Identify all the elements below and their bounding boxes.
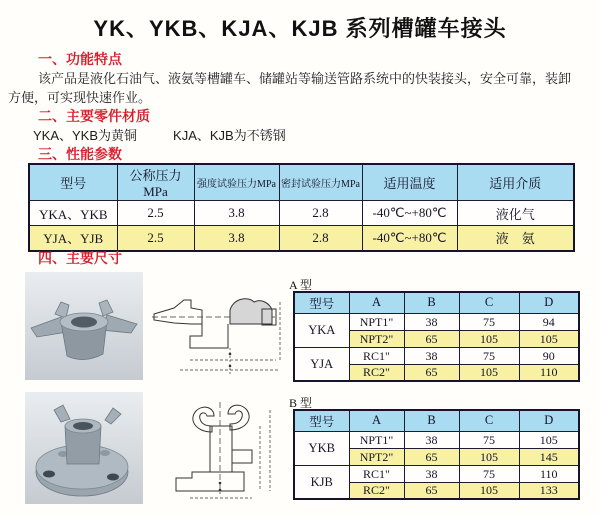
cell-b: 65	[404, 330, 459, 347]
col-header-d: D	[519, 410, 579, 431]
materials-brass: YKA、YKB为黄铜	[33, 128, 138, 143]
cell-c: 75	[459, 347, 519, 364]
cell-medium: 液 氨	[457, 226, 574, 251]
type-b-label: B 型	[289, 396, 313, 410]
cell-nominal: 2.5	[117, 226, 194, 251]
cell-thread: NPT1"	[349, 431, 404, 448]
col-header-a: A	[349, 410, 404, 431]
col-header-temperature: 适用温度	[362, 164, 457, 201]
cell-nominal: 2.5	[117, 201, 194, 226]
col-header-seal-test: 密封试验压力MPa	[279, 164, 362, 201]
cell-b: 38	[404, 431, 459, 448]
cell-strength: 3.8	[194, 201, 279, 226]
section-heading-materials: 二、主要零件材质	[38, 108, 150, 124]
col-header-d: D	[519, 292, 579, 313]
cell-c: 105	[459, 482, 519, 499]
dim-a-row	[294, 347, 579, 364]
cell-thread: RC1"	[349, 347, 404, 364]
dimension-table-type-b	[293, 409, 580, 500]
col-header-model: 型号	[294, 292, 349, 313]
col-header-a: A	[349, 292, 404, 313]
cell-b: 38	[404, 313, 459, 330]
dim-b-header-row	[294, 410, 579, 431]
cell-model: YKA、YKB	[29, 201, 117, 226]
features-text-line2: 方便，可实现快速作业。	[8, 90, 152, 105]
cell-c: 105	[459, 330, 519, 347]
performance-header-row	[29, 164, 574, 201]
cell-c: 75	[459, 313, 519, 330]
section-drawing-type-b	[160, 398, 285, 503]
dimension-table-type-a	[293, 291, 580, 382]
col-header-model: 型号	[294, 410, 349, 431]
cell-temperature: -40℃~+80℃	[362, 226, 457, 251]
cell-model: YKB	[294, 431, 349, 465]
page-title: YK、YKB、KJA、KJB 系列槽罐车接头	[93, 16, 507, 41]
cell-thread: RC2"	[349, 482, 404, 499]
cell-c: 75	[459, 431, 519, 448]
col-header-c: C	[459, 410, 519, 431]
performance-table	[28, 163, 575, 252]
cell-thread: NPT2"	[349, 330, 404, 347]
cell-seal: 2.8	[279, 226, 362, 251]
cell-c: 75	[459, 465, 519, 482]
cell-d: 110	[519, 465, 579, 482]
coupling-photo-type-a	[25, 272, 143, 380]
dim-a-row	[294, 313, 579, 330]
cell-thread: NPT2"	[349, 448, 404, 465]
cell-d: 133	[519, 482, 579, 499]
coupling-photo-type-b	[25, 392, 143, 504]
col-header-model: 型号	[29, 164, 117, 201]
section-heading-features: 一、功能特点	[38, 51, 122, 67]
materials-stainless: KJA、KJB为不锈钢	[173, 128, 286, 143]
cell-d: 105	[519, 431, 579, 448]
section-heading-performance: 三、性能参数	[38, 146, 122, 162]
section-heading-dimensions: 四、主要尺寸	[38, 250, 122, 266]
cell-d: 94	[519, 313, 579, 330]
performance-row-yja-yjb	[29, 226, 574, 251]
cell-model: KJB	[294, 465, 349, 499]
cell-d: 90	[519, 347, 579, 364]
dim-b-row	[294, 465, 579, 482]
cell-b: 38	[404, 347, 459, 364]
dim-a-header-row	[294, 292, 579, 313]
cell-d: 145	[519, 448, 579, 465]
section-drawing-type-a	[150, 282, 285, 382]
cell-d: 110	[519, 364, 579, 381]
cell-seal: 2.8	[279, 201, 362, 226]
type-a-label: A 型	[289, 278, 313, 292]
cell-thread: RC1"	[349, 465, 404, 482]
col-header-nominal-pressure: 公称压力 MPa	[117, 164, 194, 201]
dim-b-row	[294, 431, 579, 448]
cell-temperature: -40℃~+80℃	[362, 201, 457, 226]
cell-medium: 液化气	[457, 201, 574, 226]
col-header-c: C	[459, 292, 519, 313]
cell-strength: 3.8	[194, 226, 279, 251]
cell-c: 105	[459, 448, 519, 465]
features-text-line1: 该产品是液化石油气、液氨等槽罐车、储罐站等输送管路系统中的快装接头，安全可靠，装卸	[38, 71, 572, 86]
cell-model: YJA	[294, 347, 349, 381]
col-header-strength-test: 强度试验压力MPa	[194, 164, 279, 201]
cell-thread: RC2"	[349, 364, 404, 381]
performance-row-yka-ykb	[29, 201, 574, 226]
cell-c: 105	[459, 364, 519, 381]
cell-b: 38	[404, 465, 459, 482]
cell-b: 65	[404, 482, 459, 499]
col-header-b: B	[404, 410, 459, 431]
col-header-b: B	[404, 292, 459, 313]
cell-model: YKA	[294, 313, 349, 347]
materials-text	[33, 125, 286, 144]
cell-b: 65	[404, 448, 459, 465]
cell-d: 105	[519, 330, 579, 347]
cell-model: YJA、YJB	[29, 226, 117, 251]
cell-b: 65	[404, 364, 459, 381]
cell-thread: NPT1"	[349, 313, 404, 330]
col-header-medium: 适用介质	[457, 164, 574, 201]
